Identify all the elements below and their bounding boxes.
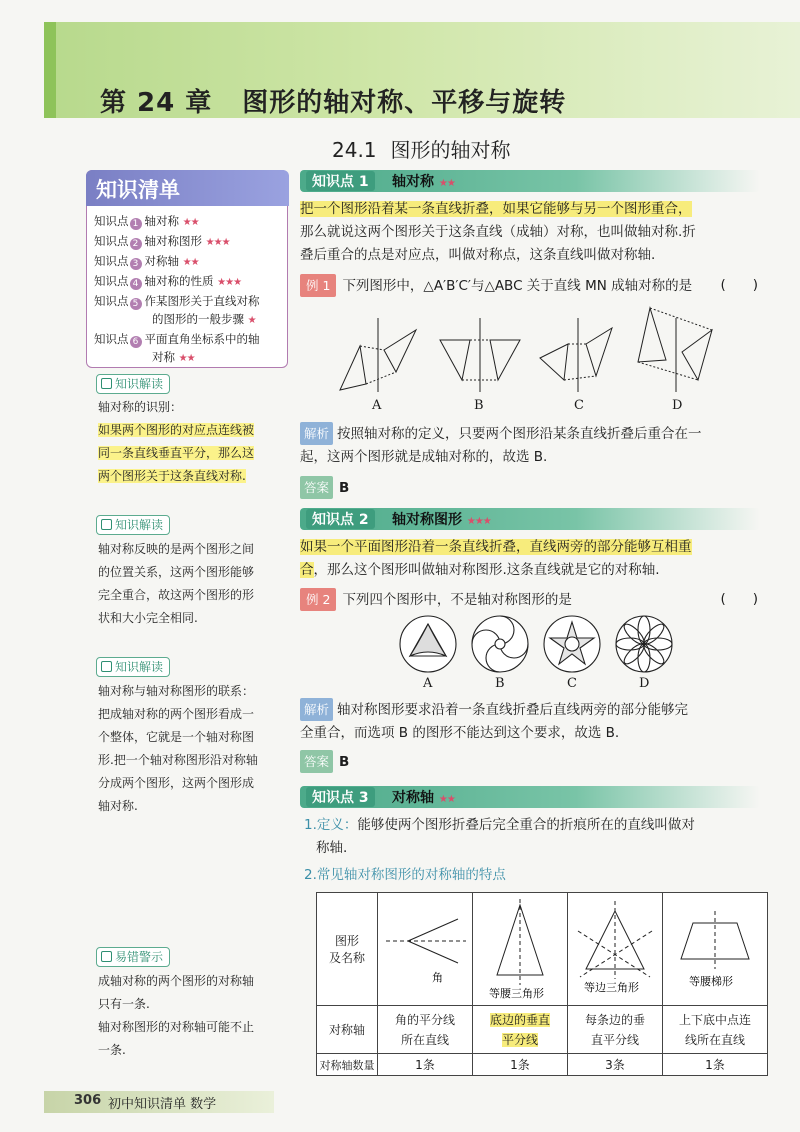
table-cell [378, 1006, 473, 1054]
list-item-text: 作某图形关于直线对称 [144, 294, 260, 308]
note-line: 分成两个图形，这两个图形成 [98, 776, 255, 790]
list-item-label: 知识点 [94, 214, 129, 228]
kp2-example [300, 588, 766, 612]
figure-d[interactable] [638, 308, 712, 392]
table-header-cell [317, 893, 378, 1006]
header-accent [44, 22, 56, 118]
note-line: 只有一条. [98, 997, 150, 1011]
shape-name: 角 [432, 971, 443, 984]
list-item[interactable] [94, 272, 284, 292]
note-block-2 [98, 538, 288, 630]
list-item-number: 6 [130, 336, 142, 348]
note-line: 完全重合，故这两个图形的形 [98, 588, 255, 602]
table-cell-isosceles [473, 893, 568, 1006]
option-label: C [567, 676, 577, 691]
table-row [317, 893, 768, 1006]
figure-c[interactable] [540, 318, 612, 392]
analysis-tag: 解析 [300, 698, 333, 721]
kp2-answer [300, 750, 349, 774]
axis-table [316, 892, 768, 1076]
answer-value: B [339, 754, 350, 770]
chapter-title [100, 82, 566, 119]
figure-a[interactable] [400, 616, 456, 672]
example-question: 下列图形中，△A′B′C′与△ABC 关于直线 MN 成轴对称的是 [342, 278, 693, 294]
list-item-text: 轴对称图形 [144, 234, 202, 248]
list-item-number: 3 [130, 258, 142, 270]
page-number: 306 [74, 1093, 102, 1108]
star-icon: ★★ [182, 257, 199, 268]
list-item[interactable] [94, 212, 284, 232]
table-cell [568, 1006, 663, 1054]
figure-b[interactable] [472, 616, 528, 672]
kp2-definition-highlight: 合 [300, 562, 314, 578]
kp1-header [300, 170, 760, 192]
figure-a[interactable] [340, 318, 416, 392]
note-line: 把成轴对称的两个图形看成一 [98, 707, 255, 721]
kp1-definition [300, 198, 766, 267]
definition-text: 能够使两个图形折叠后完全重合的折痕所在的直线叫做对 [357, 817, 695, 833]
table-cell: 3条 [568, 1054, 663, 1076]
kp1-definition-highlight: 把一个图形沿着某一条直线折叠，如果它能够与另一个图形重合， [300, 201, 692, 217]
list-item[interactable] [94, 232, 284, 252]
example-tag: 例 2 [300, 588, 336, 611]
knowledge-list [94, 212, 284, 368]
analysis-line: 起，这两个图形就是成轴对称的，故选 B. [300, 449, 548, 465]
isosceles-triangle-figure [473, 893, 567, 1005]
table-header-text: 图形 [334, 934, 359, 948]
note-line: 的位置关系，这两个图形能够 [98, 565, 255, 579]
kp2-definition-line: ，那么这个图形叫做轴对称图形.这条直线就是它的对称轴. [313, 562, 660, 578]
shape-name: 等腰三角形 [489, 987, 544, 1000]
note-block-1 [98, 396, 288, 488]
star-icon: ★★ [438, 794, 455, 805]
list-item-number: 5 [130, 298, 142, 310]
list-item-number: 1 [130, 218, 142, 230]
analysis-tag: 解析 [300, 422, 333, 445]
shape-name: 等腰梯形 [689, 975, 733, 988]
list-item-text: 的图形的一般步骤 [152, 312, 244, 326]
table-cell-text: 上下底中点连 [678, 1012, 751, 1027]
kp1-example [300, 274, 766, 298]
shape-name: 等边三角形 [584, 981, 639, 994]
star-icon: ★★★ [205, 237, 230, 248]
analysis-line: 全重合，而选项 B 的图形不能达到这个要求，故选 B. [300, 725, 620, 741]
kp2-definition-highlight: 如果一个平面图形沿着一条直线折叠，直线两旁的部分能够互相重 [300, 539, 692, 555]
list-item-label: 知识点 [94, 254, 129, 268]
table-header-cell: 对称轴 [317, 1006, 378, 1054]
kp1-name [392, 171, 455, 191]
section-title [332, 134, 511, 163]
page-footer [44, 1091, 274, 1113]
note-line: 轴对称与轴对称图形的联系： [98, 684, 255, 698]
table-header-cell: 对称轴数量 [317, 1054, 378, 1076]
table-cell-highlight: 底边的垂直 [489, 1012, 550, 1027]
table-cell-text: 线所在直线 [684, 1032, 745, 1047]
kp2-analysis [300, 698, 766, 745]
angle-figure [378, 893, 472, 1005]
note-line: 成轴对称的两个图形的对称轴 [98, 974, 255, 988]
footer-text: 初中知识清单 数学 [108, 1097, 217, 1112]
kp2-name-text: 轴对称图形 [392, 512, 462, 528]
list-item-label: 知识点 [94, 234, 129, 248]
analysis-line: 按照轴对称的定义，只要两个图形沿某条直线折叠后重合在一 [337, 426, 702, 442]
answer-paren: ( ) [720, 277, 758, 293]
note-line-highlight: 如果两个图形的对应点连线被 [98, 423, 255, 437]
knowledge-list-title: 知识清单 [96, 178, 180, 202]
table-cell-text: 每条边的垂 [584, 1012, 645, 1027]
table-cell: 1条 [663, 1054, 768, 1076]
table-cell-angle [378, 893, 473, 1006]
list-item[interactable] [94, 252, 284, 272]
note-tag-text: 知识解读 [115, 377, 164, 391]
option-label: D [672, 398, 683, 413]
note-tag [96, 374, 170, 394]
note-tag [96, 657, 170, 677]
list-item-text: 对称轴 [144, 254, 179, 268]
list-item-label: 知识点 [94, 274, 129, 288]
note-line: 状和大小完全相同. [98, 611, 198, 625]
note-line-highlight: 两个图形关于这条直线对称. [98, 469, 246, 483]
section-number: 24.1 [332, 138, 377, 162]
table-cell: 1条 [473, 1054, 568, 1076]
kp3-subheading: 2.常见轴对称图形的对称轴的特点 [304, 867, 506, 883]
isosceles-trapezoid-figure [663, 893, 767, 1005]
note-line: 轴对称反映的是两个图形之间 [98, 542, 255, 556]
note-line: 轴对称. [98, 799, 138, 813]
list-item-text: 轴对称的性质 [144, 274, 214, 288]
figure-d[interactable] [616, 616, 672, 672]
kp2-name [392, 509, 491, 529]
star-icon: ★★ [182, 217, 199, 228]
kp1-answer [300, 476, 349, 500]
note-line: 轴对称的识别： [98, 400, 183, 414]
kp3-label: 知识点 3 [306, 787, 375, 807]
note-tag-text: 易错警示 [115, 950, 164, 964]
chapter-label: 第 24 章 [100, 88, 213, 118]
list-item-continuation [94, 310, 284, 330]
answer-value: B [339, 480, 350, 496]
option-label: C [574, 398, 584, 413]
table-cell-highlight: 平分线 [501, 1032, 538, 1047]
option-label: A [372, 398, 382, 413]
star-icon: ★★★ [466, 516, 491, 527]
kp1-analysis [300, 422, 766, 469]
option-label: B [474, 398, 484, 413]
example-tag: 例 1 [300, 274, 336, 297]
section-name: 图形的轴对称 [390, 138, 511, 162]
kp3-definition [304, 814, 766, 860]
note-line-highlight: 同一条直线垂直平分，那么这 [98, 446, 255, 460]
example1-figures [320, 300, 770, 420]
star-icon: ★★ [178, 353, 195, 364]
table-cell-text: 角的平分线 [394, 1012, 455, 1027]
table-header-text: 及名称 [328, 951, 365, 965]
note-block-3 [98, 680, 288, 818]
book-icon [101, 378, 112, 389]
example-question: 下列四个图形中，不是轴对称图形的是 [342, 592, 572, 608]
list-item-continuation [94, 348, 284, 368]
table-cell-text: 所在直线 [400, 1032, 449, 1047]
note-line: 个整体，它就是一个轴对称图 [98, 730, 255, 744]
table-cell: 1条 [378, 1054, 473, 1076]
star-icon: ★★ [438, 178, 455, 189]
kp1-label: 知识点 1 [306, 171, 375, 191]
definition-text: 称轴. [316, 840, 348, 856]
list-item[interactable] [94, 330, 284, 348]
kp1-definition-line: 叠后重合的点是对应点，叫做对称点，这条直线叫做对称轴. [300, 247, 656, 263]
star-icon: ★ [247, 315, 256, 326]
list-item-number: 2 [130, 238, 142, 250]
option-label: A [423, 676, 433, 691]
kp3-header [300, 786, 760, 808]
figure-b[interactable] [440, 318, 520, 392]
table-cell [473, 1006, 568, 1054]
note-block-4 [98, 970, 288, 1062]
kp2-label: 知识点 2 [306, 509, 375, 529]
answer-tag: 答案 [300, 750, 333, 773]
knowledge-list-header [86, 170, 289, 206]
table-row [317, 1006, 768, 1054]
kp1-name-text: 轴对称 [392, 174, 434, 190]
figure-c[interactable] [544, 616, 600, 672]
list-item-number: 4 [130, 278, 142, 290]
list-item-text: 平面直角坐标系中的轴 [144, 332, 260, 346]
kp2-definition [300, 536, 766, 582]
star-icon: ★★★ [217, 277, 242, 288]
list-item-text: 轴对称 [144, 214, 179, 228]
chapter-name: 图形的轴对称、平移与旋转 [242, 88, 567, 118]
table-row [317, 1054, 768, 1076]
note-tag-text: 知识解读 [115, 518, 164, 532]
table-cell-equilateral [568, 893, 663, 1006]
book-icon [101, 519, 112, 530]
note-line: 一条. [98, 1043, 126, 1057]
kp3-name [392, 787, 455, 807]
book-icon [101, 661, 112, 672]
definition-number: 1.定义： [304, 817, 358, 833]
warning-icon [101, 951, 112, 962]
note-line: 形.把一个轴对称图形沿对称轴 [98, 753, 258, 767]
table-cell-trapezoid [663, 893, 768, 1006]
example2-figures [396, 612, 696, 676]
kp2-header [300, 508, 760, 530]
option-label: B [495, 676, 505, 691]
note-line: 轴对称图形的对称轴可能不止 [98, 1020, 255, 1034]
list-item-text: 对称 [152, 350, 175, 364]
kp3-name-text: 对称轴 [392, 790, 434, 806]
list-item[interactable] [94, 292, 284, 310]
table-cell-text: 直平分线 [590, 1032, 639, 1047]
list-item-label: 知识点 [94, 332, 129, 346]
note-tag-text: 知识解读 [115, 660, 164, 674]
equilateral-triangle-figure [568, 893, 662, 1005]
note-tag [96, 515, 170, 535]
answer-paren: ( ) [720, 591, 758, 607]
list-item-label: 知识点 [94, 294, 129, 308]
answer-tag: 答案 [300, 476, 333, 499]
kp1-definition-line: 那么就说这两个图形关于这条直线（成轴）对称，也叫做轴对称.折 [300, 224, 696, 240]
warning-tag [96, 947, 170, 967]
option-label: D [639, 676, 650, 691]
analysis-line: 轴对称图形要求沿着一条直线折叠后直线两旁的部分能够完 [337, 702, 689, 718]
table-cell [663, 1006, 768, 1054]
